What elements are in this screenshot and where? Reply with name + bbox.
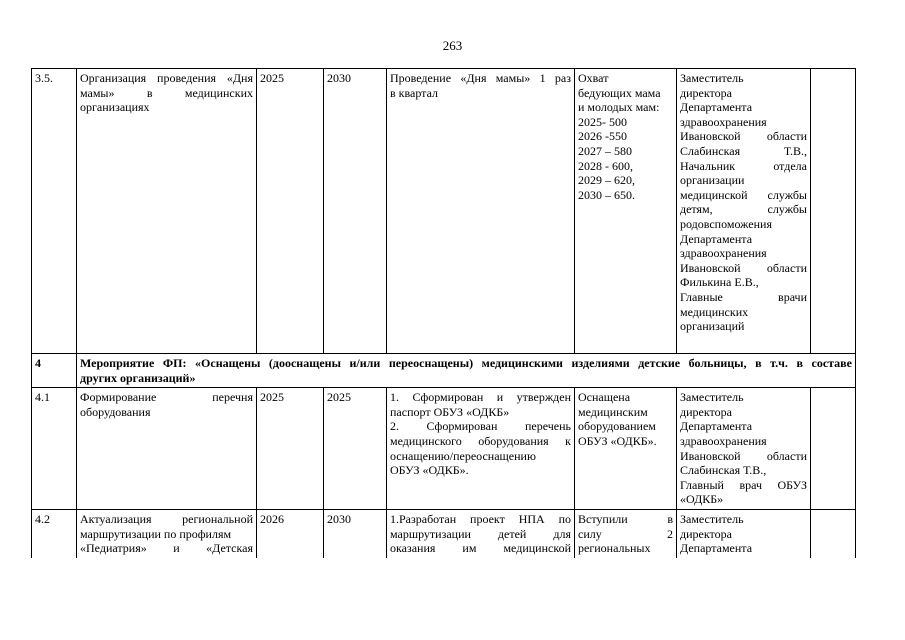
section-title: Мероприятие ФП: «Оснащены (дооснащены и/или переоснащены) медицинскими изделиями детские больницы, в т.ч. в составе других организаций» [77, 354, 856, 388]
activity-name: Формирование перечня оборудования [77, 388, 257, 510]
table-row [32, 509, 856, 557]
section-header-row [32, 354, 856, 388]
activity-name: Организация проведения «Дня мамы» в медицинских организациях [77, 69, 257, 354]
indicator: Охват бедующих мама и молодых мам: 2025- 500 2026 -550 2027 – 580 2028 - 600, 2029 – 620, 2030 – 650. [575, 69, 677, 354]
row-number: 4 [32, 354, 77, 388]
row-number: 3.5. [32, 69, 77, 354]
end-year: 2030 [324, 509, 387, 557]
row-number: 4.2 [32, 509, 77, 557]
indicator: Вступили в силу 2 региональных [575, 509, 677, 557]
responsible: Заместитель директора Департамента [677, 509, 811, 557]
empty-cell [811, 509, 856, 557]
table-row [32, 388, 856, 510]
activities-table [31, 68, 856, 558]
empty-cell [811, 69, 856, 354]
table-row [32, 69, 856, 354]
result: Проведение «Дня мамы» 1 раз в квартал [387, 69, 575, 354]
result: 1. Сформирован и утвержден паспорт ОБУЗ «ОДКБ» 2. Сформирован перечень медицинского оборудования к оснащению/переоснащению ОБУЗ «ОДКБ». [387, 388, 575, 510]
start-year: 2025 [257, 388, 324, 510]
empty-cell [811, 388, 856, 510]
end-year: 2025 [324, 388, 387, 510]
responsible: Заместитель директора Департамента здравоохранения Ивановской области Слабинская Т.В., Главный врач ОБУЗ «ОДКБ» [677, 388, 811, 510]
start-year: 2026 [257, 509, 324, 557]
indicator: Оснащена медицинским оборудованием ОБУЗ «ОДКБ». [575, 388, 677, 510]
responsible: Заместитель директора Департамента здравоохранения Ивановской области Слабинская Т.В., Начальник отдела организации медицинской службы детям, службы родовспоможения Департамента здравоохранения Ивановской области Филькина Е.В., Главные врачи медицинских организаций [677, 69, 811, 354]
page-number: 263 [442, 38, 463, 53]
result: 1.Разработан проект НПА по маршрутизации детей для оказания им медицинской [387, 509, 575, 557]
start-year: 2025 [257, 69, 324, 354]
end-year: 2030 [324, 69, 387, 354]
activity-name: Актуализация региональной маршрутизации по профилям «Педиатрия» и «Детская [77, 509, 257, 557]
row-number: 4.1 [32, 388, 77, 510]
